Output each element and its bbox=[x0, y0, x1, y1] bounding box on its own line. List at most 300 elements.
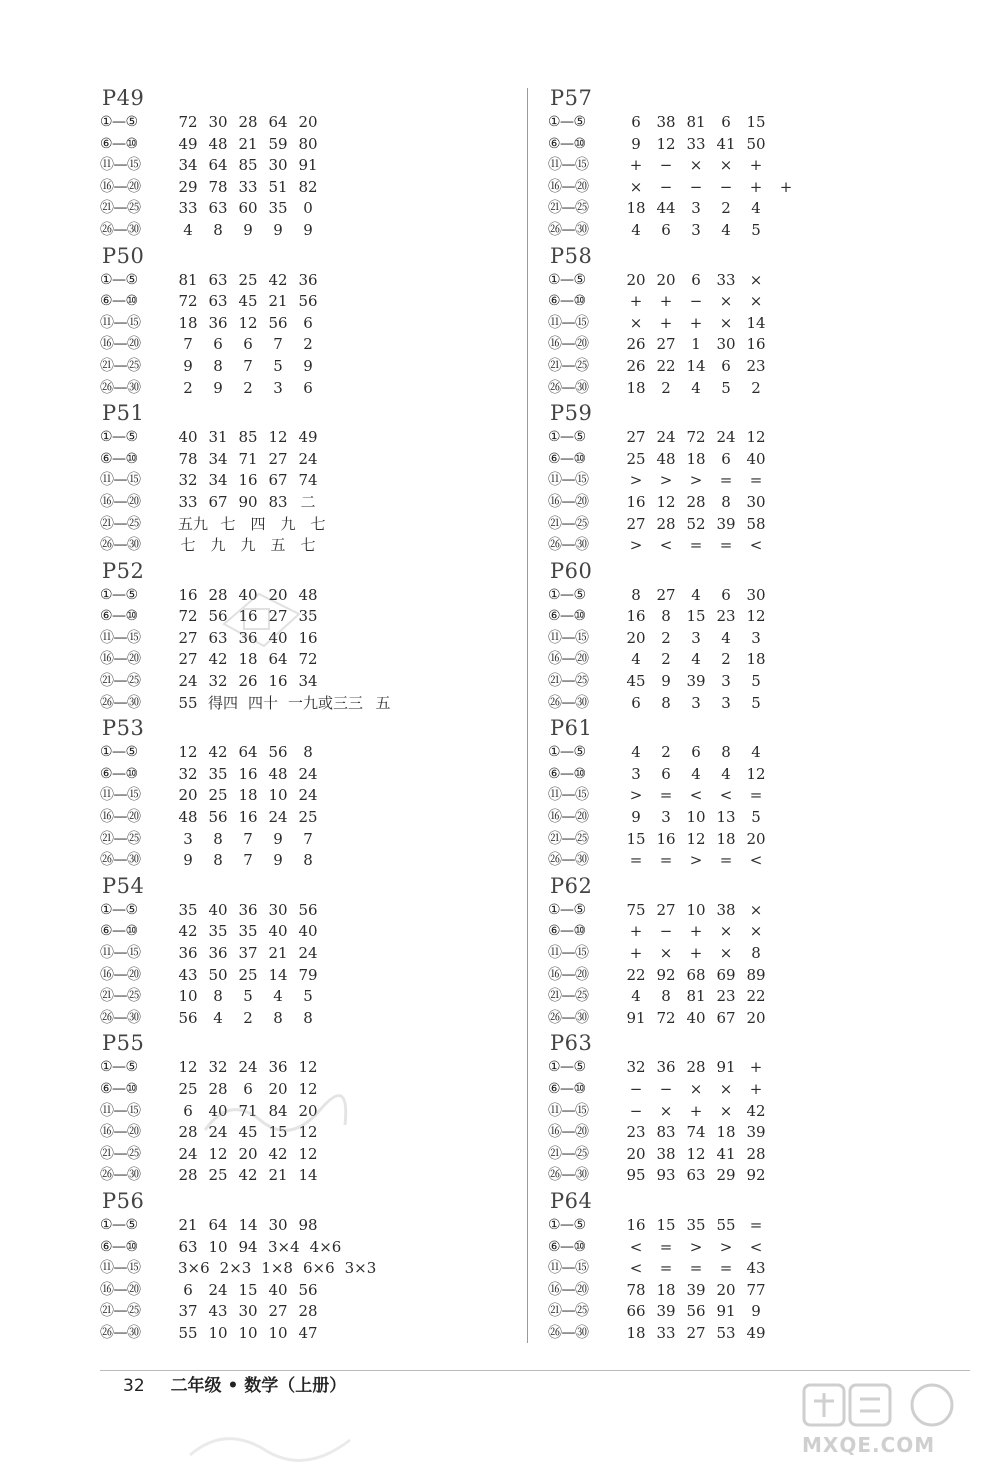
question-range: ㉑—㉕ bbox=[548, 988, 589, 1005]
answer-value: 48 bbox=[268, 764, 288, 783]
answer-row bbox=[100, 313, 510, 335]
question-range: ①—⑤ bbox=[548, 429, 586, 446]
answer-value: 12 bbox=[298, 1058, 318, 1077]
answer-value: 8 bbox=[721, 743, 731, 762]
question-range: ㉑—㉕ bbox=[548, 515, 589, 532]
column-divider bbox=[527, 88, 528, 1343]
answer-value: 20 bbox=[178, 786, 198, 805]
answer-value: − bbox=[659, 922, 673, 941]
answer-value: 16 bbox=[626, 607, 646, 626]
answer-value: 6 bbox=[243, 1079, 253, 1098]
question-range: ㉖—㉚ bbox=[100, 1324, 141, 1341]
answer-value: 一九或三三 bbox=[288, 693, 364, 712]
answer-value: 4 bbox=[751, 743, 761, 762]
answer-value: 58 bbox=[746, 514, 766, 533]
answer-value: = bbox=[719, 851, 733, 870]
answer-value: 72 bbox=[178, 607, 198, 626]
answer-values bbox=[626, 785, 776, 807]
answer-value: 7 bbox=[303, 829, 313, 848]
answer-value: 24 bbox=[208, 1280, 228, 1299]
question-range: ⑥—⑩ bbox=[548, 608, 586, 625]
answer-value: 3×6 bbox=[178, 1259, 210, 1278]
answer-row bbox=[548, 334, 968, 356]
answer-value: 6 bbox=[243, 335, 253, 354]
answer-values bbox=[626, 900, 776, 922]
answer-value: 18 bbox=[716, 1123, 736, 1142]
answer-value: 36 bbox=[208, 313, 228, 332]
answer-value: < bbox=[749, 851, 763, 870]
answer-values bbox=[626, 1057, 776, 1079]
question-range: ⑥—⑩ bbox=[548, 1080, 586, 1097]
answer-value: 3×3 bbox=[344, 1259, 377, 1278]
answer-values bbox=[626, 378, 776, 400]
answer-value: + bbox=[689, 1101, 703, 1120]
answer-values bbox=[178, 1301, 328, 1323]
answer-value: 34 bbox=[178, 156, 198, 175]
answer-value: × bbox=[719, 156, 733, 175]
answer-row bbox=[548, 965, 968, 987]
answer-value: 4 bbox=[631, 743, 641, 762]
answer-values bbox=[178, 1280, 328, 1302]
answer-value: 26 bbox=[626, 335, 646, 354]
answer-values bbox=[178, 427, 328, 449]
answer-row bbox=[548, 1008, 968, 1030]
answer-value: 6 bbox=[631, 693, 641, 712]
answer-value: 27 bbox=[686, 1323, 706, 1342]
answer-value: 4 bbox=[691, 764, 701, 783]
answer-value: 8 bbox=[661, 987, 671, 1006]
answer-values bbox=[626, 1079, 776, 1101]
answer-value: 72 bbox=[686, 428, 706, 447]
answer-value: 59 bbox=[268, 134, 288, 153]
answer-value: 64 bbox=[268, 650, 288, 669]
answer-row bbox=[548, 1079, 968, 1101]
answer-value: × bbox=[659, 1101, 673, 1120]
answer-value: 55 bbox=[716, 1215, 736, 1234]
answer-value: 78 bbox=[208, 177, 228, 196]
answer-value: 3 bbox=[751, 628, 761, 647]
answer-value: 35 bbox=[298, 607, 318, 626]
answer-value: 83 bbox=[656, 1123, 676, 1142]
answer-row bbox=[548, 807, 968, 829]
answer-value: 36 bbox=[268, 1058, 288, 1077]
answer-value: 2 bbox=[661, 378, 671, 397]
answer-value: + bbox=[659, 292, 673, 311]
answer-value: 9 bbox=[303, 220, 313, 239]
question-range: ㉖—㉚ bbox=[548, 379, 589, 396]
answer-value: × bbox=[659, 944, 673, 962]
answer-value: 12 bbox=[746, 764, 766, 783]
answer-value: 28 bbox=[178, 1123, 198, 1142]
answer-values bbox=[626, 514, 776, 536]
answer-value: 24 bbox=[298, 786, 318, 805]
answer-value: + bbox=[749, 177, 763, 196]
question-range: ①—⑤ bbox=[100, 271, 138, 288]
answer-value: 22 bbox=[656, 356, 676, 375]
answer-value: 24 bbox=[298, 944, 318, 962]
answer-value: + bbox=[749, 1079, 763, 1098]
answer-value: 93 bbox=[656, 1166, 676, 1185]
answer-value: 五九 bbox=[178, 514, 209, 533]
answer-values bbox=[178, 356, 328, 378]
answer-row bbox=[100, 449, 510, 471]
answer-values bbox=[178, 943, 328, 965]
answer-value: 16 bbox=[268, 672, 288, 691]
answer-value: + bbox=[689, 313, 703, 332]
answer-row bbox=[100, 198, 510, 220]
answer-value: + bbox=[659, 313, 673, 332]
answer-value: 48 bbox=[298, 585, 318, 604]
answer-row bbox=[100, 965, 510, 987]
question-range: ⑪—⑮ bbox=[548, 787, 589, 804]
answer-value: 63 bbox=[208, 270, 228, 289]
answer-row bbox=[548, 313, 968, 335]
answer-value: 45 bbox=[626, 672, 646, 691]
answer-value: 20 bbox=[238, 1144, 258, 1163]
answer-values bbox=[626, 585, 776, 607]
answer-value: 36 bbox=[656, 1058, 676, 1077]
question-range: ⑥—⑩ bbox=[100, 765, 138, 782]
answer-value: 71 bbox=[238, 1101, 258, 1120]
answer-value: 50 bbox=[746, 134, 766, 153]
answer-site-logo-icon bbox=[802, 1381, 972, 1429]
answer-value: 8 bbox=[721, 492, 731, 511]
answer-value: 3 bbox=[691, 693, 701, 712]
answer-value: 29 bbox=[178, 177, 198, 196]
answer-value: 9 bbox=[631, 808, 641, 827]
answer-value: 33 bbox=[686, 134, 706, 153]
answer-value: 63 bbox=[686, 1166, 706, 1185]
question-range: ⑪—⑮ bbox=[548, 1102, 589, 1119]
answer-value: 25 bbox=[208, 786, 228, 805]
answer-value: 22 bbox=[626, 965, 646, 984]
watermark-site-text: MXQE.COM bbox=[802, 1433, 936, 1457]
question-range: ⑪—⑮ bbox=[100, 314, 141, 331]
answer-values bbox=[178, 921, 328, 943]
answer-value: 49 bbox=[298, 428, 318, 447]
answer-value: 24 bbox=[208, 1123, 228, 1142]
question-range: ㉖—㉚ bbox=[548, 1167, 589, 1184]
answer-value: 四十 bbox=[248, 693, 279, 712]
answer-value: + bbox=[629, 922, 643, 941]
question-range: ⑪—⑮ bbox=[100, 472, 141, 489]
answer-value: 7 bbox=[183, 335, 193, 354]
answer-value: 28 bbox=[208, 585, 228, 604]
left-column bbox=[100, 84, 510, 1345]
answer-value: 6 bbox=[631, 113, 641, 131]
section-title: P51 bbox=[102, 401, 145, 426]
answer-value: 68 bbox=[686, 965, 706, 984]
answer-values bbox=[178, 850, 328, 872]
answer-value: 6 bbox=[721, 585, 731, 604]
answer-value: 92 bbox=[656, 965, 676, 984]
question-range: ①—⑤ bbox=[100, 1216, 138, 1233]
answer-value: 33 bbox=[178, 199, 198, 218]
question-range: ⑥—⑩ bbox=[548, 765, 586, 782]
answer-value: = bbox=[659, 1259, 673, 1278]
answer-values bbox=[626, 829, 776, 851]
answer-value: 6 bbox=[303, 313, 313, 332]
question-range: ①—⑤ bbox=[100, 114, 138, 130]
answer-row bbox=[100, 921, 510, 943]
answer-value: 12 bbox=[746, 607, 766, 626]
answer-value: 7 bbox=[243, 829, 253, 848]
answer-row bbox=[548, 155, 968, 177]
question-range: ⑥—⑩ bbox=[100, 1080, 138, 1097]
answer-value: × bbox=[689, 1079, 703, 1098]
answer-row bbox=[548, 1144, 968, 1166]
answer-value: 13 bbox=[716, 808, 736, 827]
answer-value: 79 bbox=[298, 965, 318, 984]
answer-row bbox=[548, 585, 968, 607]
answer-row bbox=[100, 986, 510, 1008]
answer-value: 91 bbox=[716, 1302, 736, 1321]
answer-value: 6 bbox=[183, 1280, 193, 1299]
answer-row bbox=[100, 900, 510, 922]
answer-values bbox=[626, 134, 776, 156]
answer-row bbox=[100, 177, 510, 199]
question-range: ⑯—⑳ bbox=[548, 336, 589, 353]
answer-value: 71 bbox=[238, 449, 258, 468]
answer-row bbox=[100, 1215, 510, 1237]
answer-value: 35 bbox=[686, 1215, 706, 1234]
answer-value: 34 bbox=[298, 672, 318, 691]
answer-value: 九 bbox=[240, 536, 256, 555]
answer-value: 2 bbox=[661, 743, 671, 762]
answer-value: 7 bbox=[273, 335, 283, 354]
answer-value: = bbox=[659, 851, 673, 870]
answer-section bbox=[100, 872, 510, 1030]
answer-value: 26 bbox=[238, 672, 258, 691]
answer-value: 2 bbox=[303, 335, 313, 354]
question-range: ⑯—⑳ bbox=[100, 493, 141, 510]
answer-value: × bbox=[719, 922, 733, 941]
answer-value: 2 bbox=[243, 378, 253, 397]
answer-value: − bbox=[659, 156, 673, 175]
answer-values bbox=[626, 535, 776, 557]
answer-value: 5 bbox=[273, 356, 283, 375]
question-range: ⑥—⑩ bbox=[548, 293, 586, 310]
right-column bbox=[548, 84, 968, 1345]
answer-value: < bbox=[629, 1259, 643, 1278]
section-title: P54 bbox=[102, 873, 145, 898]
question-range: ㉑—㉕ bbox=[100, 1145, 141, 1162]
answer-value: 15 bbox=[268, 1123, 288, 1142]
answer-values bbox=[626, 1101, 776, 1123]
answer-value: 4 bbox=[691, 585, 701, 604]
answer-value: 50 bbox=[208, 965, 228, 984]
answer-value: 48 bbox=[178, 808, 198, 827]
section-title: P61 bbox=[550, 716, 593, 741]
answer-value: 10 bbox=[686, 808, 706, 827]
answer-row bbox=[548, 1215, 968, 1237]
answer-value: 5 bbox=[751, 693, 761, 712]
answer-value: 30 bbox=[268, 156, 288, 175]
answer-value: 五 bbox=[375, 693, 391, 712]
answer-value: 10 bbox=[268, 786, 288, 805]
question-range: ①—⑤ bbox=[548, 1216, 586, 1233]
answer-value: 9 bbox=[273, 829, 283, 848]
answer-value: 10 bbox=[238, 1323, 258, 1342]
section-title: P52 bbox=[102, 558, 145, 583]
answer-value: 41 bbox=[716, 1144, 736, 1163]
answer-value: 35 bbox=[208, 922, 228, 941]
answer-value: 29 bbox=[716, 1166, 736, 1185]
answer-values bbox=[178, 1215, 328, 1237]
answer-value: 8 bbox=[751, 944, 761, 962]
answer-value: × bbox=[749, 900, 763, 919]
section-title: P63 bbox=[550, 1031, 593, 1056]
question-range: ㉖—㉚ bbox=[548, 694, 589, 711]
answer-value: 33 bbox=[238, 177, 258, 196]
answer-values bbox=[626, 220, 776, 242]
answer-value: 55 bbox=[178, 693, 198, 712]
answer-value: 12 bbox=[238, 313, 258, 332]
answer-value: 8 bbox=[213, 220, 223, 239]
answer-row bbox=[548, 1057, 968, 1079]
answer-value: 5 bbox=[751, 220, 761, 239]
answer-value: × bbox=[749, 922, 763, 941]
answer-value: 二 bbox=[300, 492, 316, 511]
answer-value: 3 bbox=[183, 829, 193, 848]
question-range: ⑯—⑳ bbox=[548, 966, 589, 983]
answer-value: 77 bbox=[746, 1280, 766, 1299]
answer-value: 2 bbox=[721, 650, 731, 669]
answer-value: 4×6 bbox=[309, 1237, 342, 1256]
answer-value: × bbox=[629, 313, 643, 332]
answer-section bbox=[100, 714, 510, 872]
section-title: P55 bbox=[102, 1031, 145, 1056]
question-range: ㉑—㉕ bbox=[548, 830, 589, 847]
answer-value: 8 bbox=[661, 693, 671, 712]
answer-value: 2 bbox=[751, 378, 761, 397]
answer-value: 91 bbox=[626, 1008, 646, 1027]
answer-row bbox=[100, 155, 510, 177]
answer-value: 28 bbox=[656, 514, 676, 533]
answer-value: 60 bbox=[238, 199, 258, 218]
answer-values bbox=[626, 155, 776, 177]
answer-value: 18 bbox=[238, 786, 258, 805]
answer-row bbox=[100, 1008, 510, 1030]
section-title: P62 bbox=[550, 873, 593, 898]
answer-section bbox=[548, 242, 968, 400]
answer-value: 63 bbox=[178, 1237, 198, 1256]
answer-value: < bbox=[689, 786, 703, 805]
section-title: P60 bbox=[550, 558, 593, 583]
answer-value: 8 bbox=[303, 743, 313, 762]
answer-value: 21 bbox=[178, 1215, 198, 1234]
answer-value: 12 bbox=[746, 428, 766, 447]
answer-values bbox=[178, 986, 328, 1008]
question-range: ⑪—⑮ bbox=[100, 1102, 141, 1119]
answer-row bbox=[100, 492, 510, 514]
answer-value: 5 bbox=[243, 987, 253, 1006]
question-range: ㉖—㉚ bbox=[548, 852, 589, 869]
answer-value: 25 bbox=[178, 1079, 198, 1098]
question-range: ㉖—㉚ bbox=[100, 1167, 141, 1184]
answer-value: 27 bbox=[268, 1302, 288, 1321]
answer-values bbox=[178, 1237, 351, 1259]
question-range: ①—⑤ bbox=[548, 271, 586, 288]
answer-value: − bbox=[719, 177, 733, 196]
answer-value: 32 bbox=[208, 1058, 228, 1077]
answer-value: 27 bbox=[656, 900, 676, 919]
answer-row bbox=[548, 492, 968, 514]
question-range: ㉖—㉚ bbox=[548, 1324, 589, 1341]
answer-value: 28 bbox=[238, 113, 258, 131]
answer-value: < bbox=[719, 786, 733, 805]
answer-value: 67 bbox=[208, 492, 228, 511]
answer-value: 49 bbox=[178, 134, 198, 153]
answer-value: 42 bbox=[178, 922, 198, 941]
answer-value: 27 bbox=[656, 335, 676, 354]
answer-value: 7 bbox=[243, 356, 253, 375]
answer-row bbox=[100, 764, 510, 786]
question-range: ⑪—⑮ bbox=[100, 945, 141, 961]
answer-value: 3×4 bbox=[268, 1237, 300, 1256]
answer-values bbox=[626, 1008, 776, 1030]
question-range: ⑥—⑩ bbox=[100, 293, 138, 310]
answer-value: + bbox=[689, 922, 703, 941]
answer-value: 30 bbox=[716, 335, 736, 354]
question-range: ㉑—㉕ bbox=[548, 357, 589, 374]
answer-values bbox=[178, 334, 328, 356]
answer-row bbox=[100, 742, 510, 764]
answer-value: 8 bbox=[213, 829, 223, 848]
answer-value: 5 bbox=[721, 378, 731, 397]
answer-value: 27 bbox=[656, 585, 676, 604]
answer-value: 95 bbox=[626, 1166, 646, 1185]
section-title: P57 bbox=[550, 86, 593, 110]
answer-row bbox=[548, 134, 968, 156]
answer-value: = bbox=[749, 1215, 763, 1234]
answer-value: 12 bbox=[178, 743, 198, 762]
answer-value: 9 bbox=[273, 851, 283, 870]
answer-value: 30 bbox=[746, 492, 766, 511]
answer-row bbox=[100, 850, 510, 872]
answer-value: 42 bbox=[208, 743, 228, 762]
answer-value: 16 bbox=[238, 471, 258, 490]
answer-value: 69 bbox=[716, 965, 736, 984]
answer-value: 36 bbox=[208, 944, 228, 962]
question-range: ①—⑤ bbox=[100, 901, 138, 918]
answer-value: 20 bbox=[656, 270, 676, 289]
question-range: ⑥—⑩ bbox=[100, 923, 138, 940]
answer-value: 42 bbox=[268, 1144, 288, 1163]
question-range: ㉖—㉚ bbox=[100, 379, 141, 396]
answer-value: 94 bbox=[238, 1237, 258, 1256]
question-range: ⑯—⑳ bbox=[100, 809, 141, 826]
answer-value: 35 bbox=[268, 199, 288, 218]
answer-value: 67 bbox=[716, 1008, 736, 1027]
answer-value: 12 bbox=[298, 1144, 318, 1163]
answer-row bbox=[548, 785, 968, 807]
answer-values bbox=[626, 1215, 776, 1237]
answer-value: 3 bbox=[691, 628, 701, 647]
answer-value: 16 bbox=[626, 492, 646, 511]
answer-values bbox=[626, 850, 776, 872]
answer-section bbox=[100, 242, 510, 400]
answer-value: 75 bbox=[626, 900, 646, 919]
answer-value: 40 bbox=[686, 1008, 706, 1027]
answer-value: 27 bbox=[268, 449, 288, 468]
answer-values bbox=[626, 427, 776, 449]
answer-value: 32 bbox=[178, 471, 198, 490]
page-footer bbox=[123, 1372, 346, 1400]
answer-value: 4 bbox=[751, 199, 761, 218]
answer-value: 47 bbox=[298, 1323, 318, 1342]
answer-row bbox=[100, 134, 510, 156]
